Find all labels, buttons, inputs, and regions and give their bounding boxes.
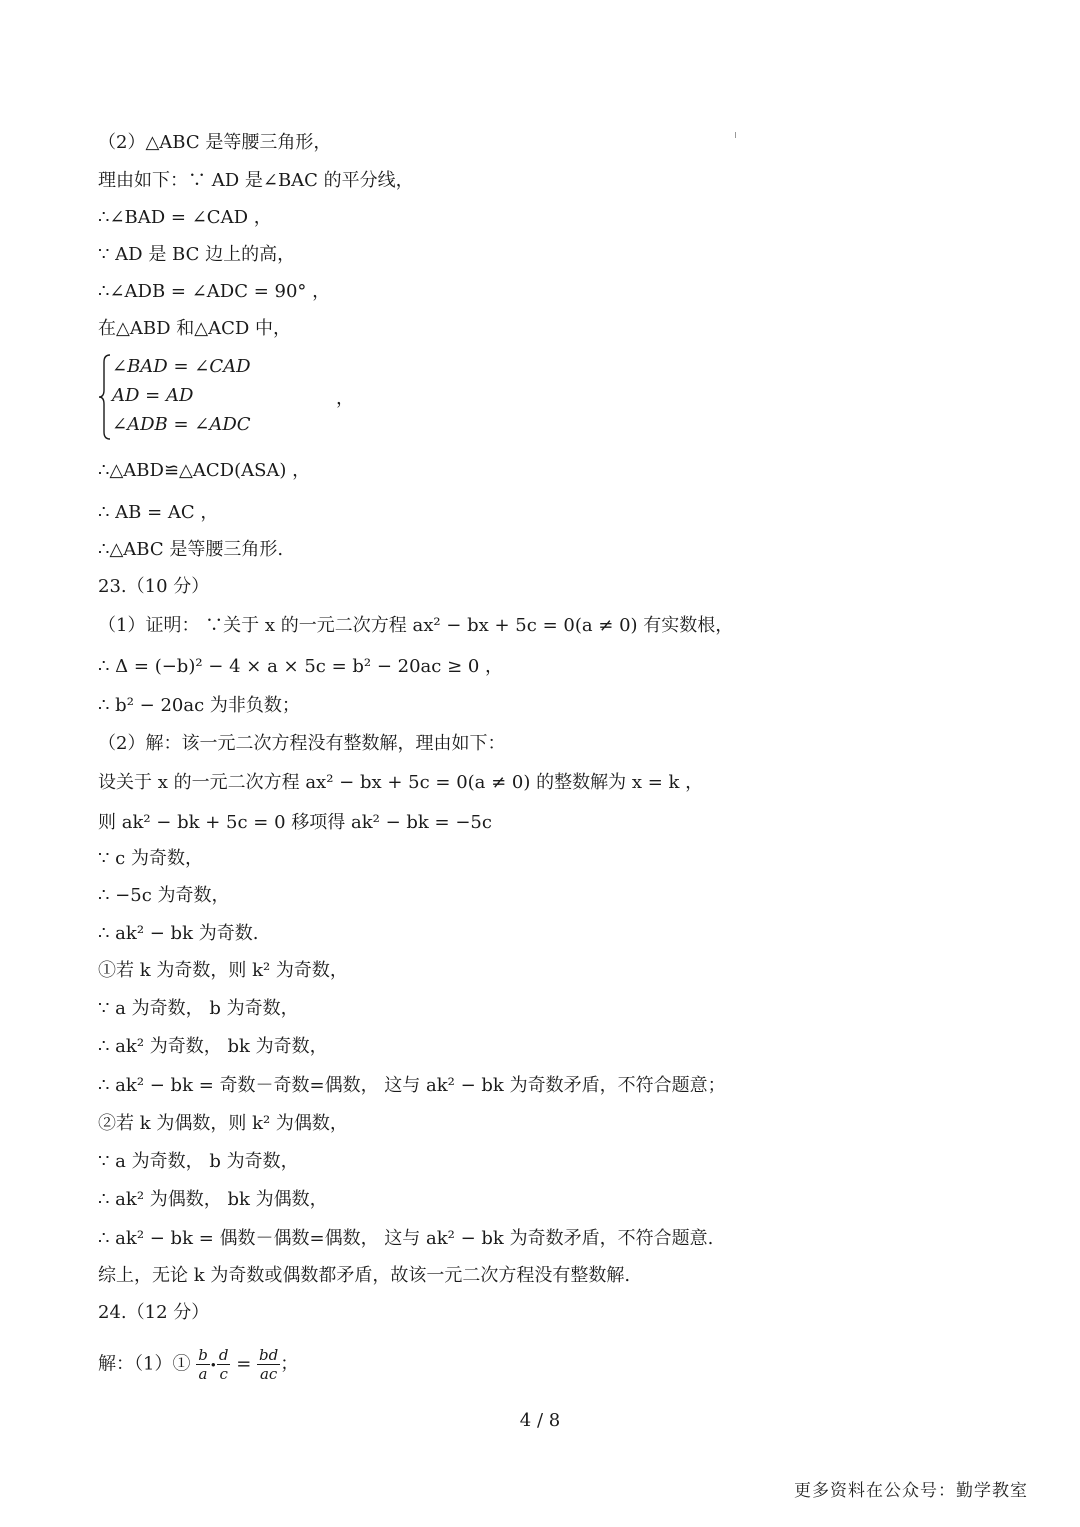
fraction-denominator: ac [259,1365,278,1383]
fraction [257,1346,280,1383]
equation-system [98,352,398,442]
text-line: 综上，无论 k 为奇数或偶数都矛盾，故该一元二次方程没有整数解. [98,1265,631,1286]
equals-sign: = [236,1353,252,1375]
fraction-numerator: bd [259,1346,279,1364]
multiply-dot: • [209,1358,217,1373]
text-line: 在△ABD 和△ACD 中， [98,318,291,339]
text-line: ∴∠BAD = ∠CAD ， [98,207,272,228]
text-line: ∴ AB = AC ， [98,502,219,523]
text-line: ∵ a 为奇数， b 为奇数， [98,998,299,1019]
fraction [217,1346,231,1383]
text-line: ∴ ak² − bk 为奇数. [98,923,259,944]
text-line: ∴△ABC 是等腰三角形. [98,539,284,560]
fraction-denominator: c [219,1365,228,1383]
text-line: 设关于 x 的一元二次方程 ax² − bx + 5c = 0(a ≠ 0) 的整数解为 x = k ， [98,772,704,793]
system-row: ∠BAD = ∠CAD [112,356,251,377]
text-line: ∴ ak² 为奇数， bk 为奇数， [98,1036,328,1057]
text-line: ∵ AD 是 BC 边上的高， [98,244,296,265]
page-number: 4 / 8 [519,1410,561,1431]
text-line: 则 ak² − bk + 5c = 0 移项得 ak² − bk = −5c [98,812,492,833]
text-line: ∴ −5c 为奇数， [98,885,230,906]
system-comma: ， [336,388,354,409]
section-heading: 23.（10 分） [98,576,210,597]
fraction-suffix: ； [280,1353,299,1375]
text-line: （1）证明： ∵关于 x 的一元二次方程 ax² − bx + 5c = 0(a ≠ 0) 有实数根， [98,615,734,636]
text-line: ∵ c 为奇数， [98,848,203,869]
text-line: （2）△ABC 是等腰三角形， [98,132,332,153]
fraction-line [98,1346,298,1383]
text-line: （2）解：该一元二次方程没有整数解，理由如下： [98,733,506,754]
text-line: ∴△ABD≌△ACD(ASA) ， [98,460,311,481]
fraction-denominator: a [198,1365,208,1383]
system-row: AD = AD [112,385,194,406]
text-line: ∴ ak² − bk = 奇数－奇数=偶数， 这与 ak² − bk 为奇数矛盾，不符合题意； [98,1075,726,1096]
text-line: ∴ ak² 为偶数， bk 为偶数， [98,1189,328,1210]
text-line: ∴ b² − 20ac 为非负数； [98,695,300,716]
system-row: ∠ADB = ∠ADC [112,414,251,435]
text-line: ∵ a 为奇数， b 为奇数， [98,1151,299,1172]
text-line: ∴ Δ = (−b)² − 4 × a × 5c = b² − 20ac ≥ 0 ， [98,656,504,677]
fraction [196,1346,210,1383]
text-line: ①若 k 为奇数，则 k² 为奇数， [98,960,348,981]
left-brace-icon [98,354,112,440]
text-line: ②若 k 为偶数，则 k² 为偶数， [98,1113,348,1134]
fraction-prefix: 解：（1）① [98,1353,191,1375]
text-line: ∴ ak² − bk = 偶数－偶数=偶数， 这与 ak² − bk 为奇数矛盾，不符合题意. [98,1228,714,1249]
scan-mark [735,132,736,138]
fraction-numerator: d [218,1346,229,1364]
section-heading: 24.（12 分） [98,1302,210,1323]
text-line: 理由如下：∵ AD 是∠BAC 的平分线， [98,170,414,191]
text-line: ∴∠ADB = ∠ADC = 90° ， [98,281,331,302]
watermark-text: 更多资料在公众号：勤学教室 [794,1481,1028,1501]
fraction-numerator: b [198,1346,208,1364]
